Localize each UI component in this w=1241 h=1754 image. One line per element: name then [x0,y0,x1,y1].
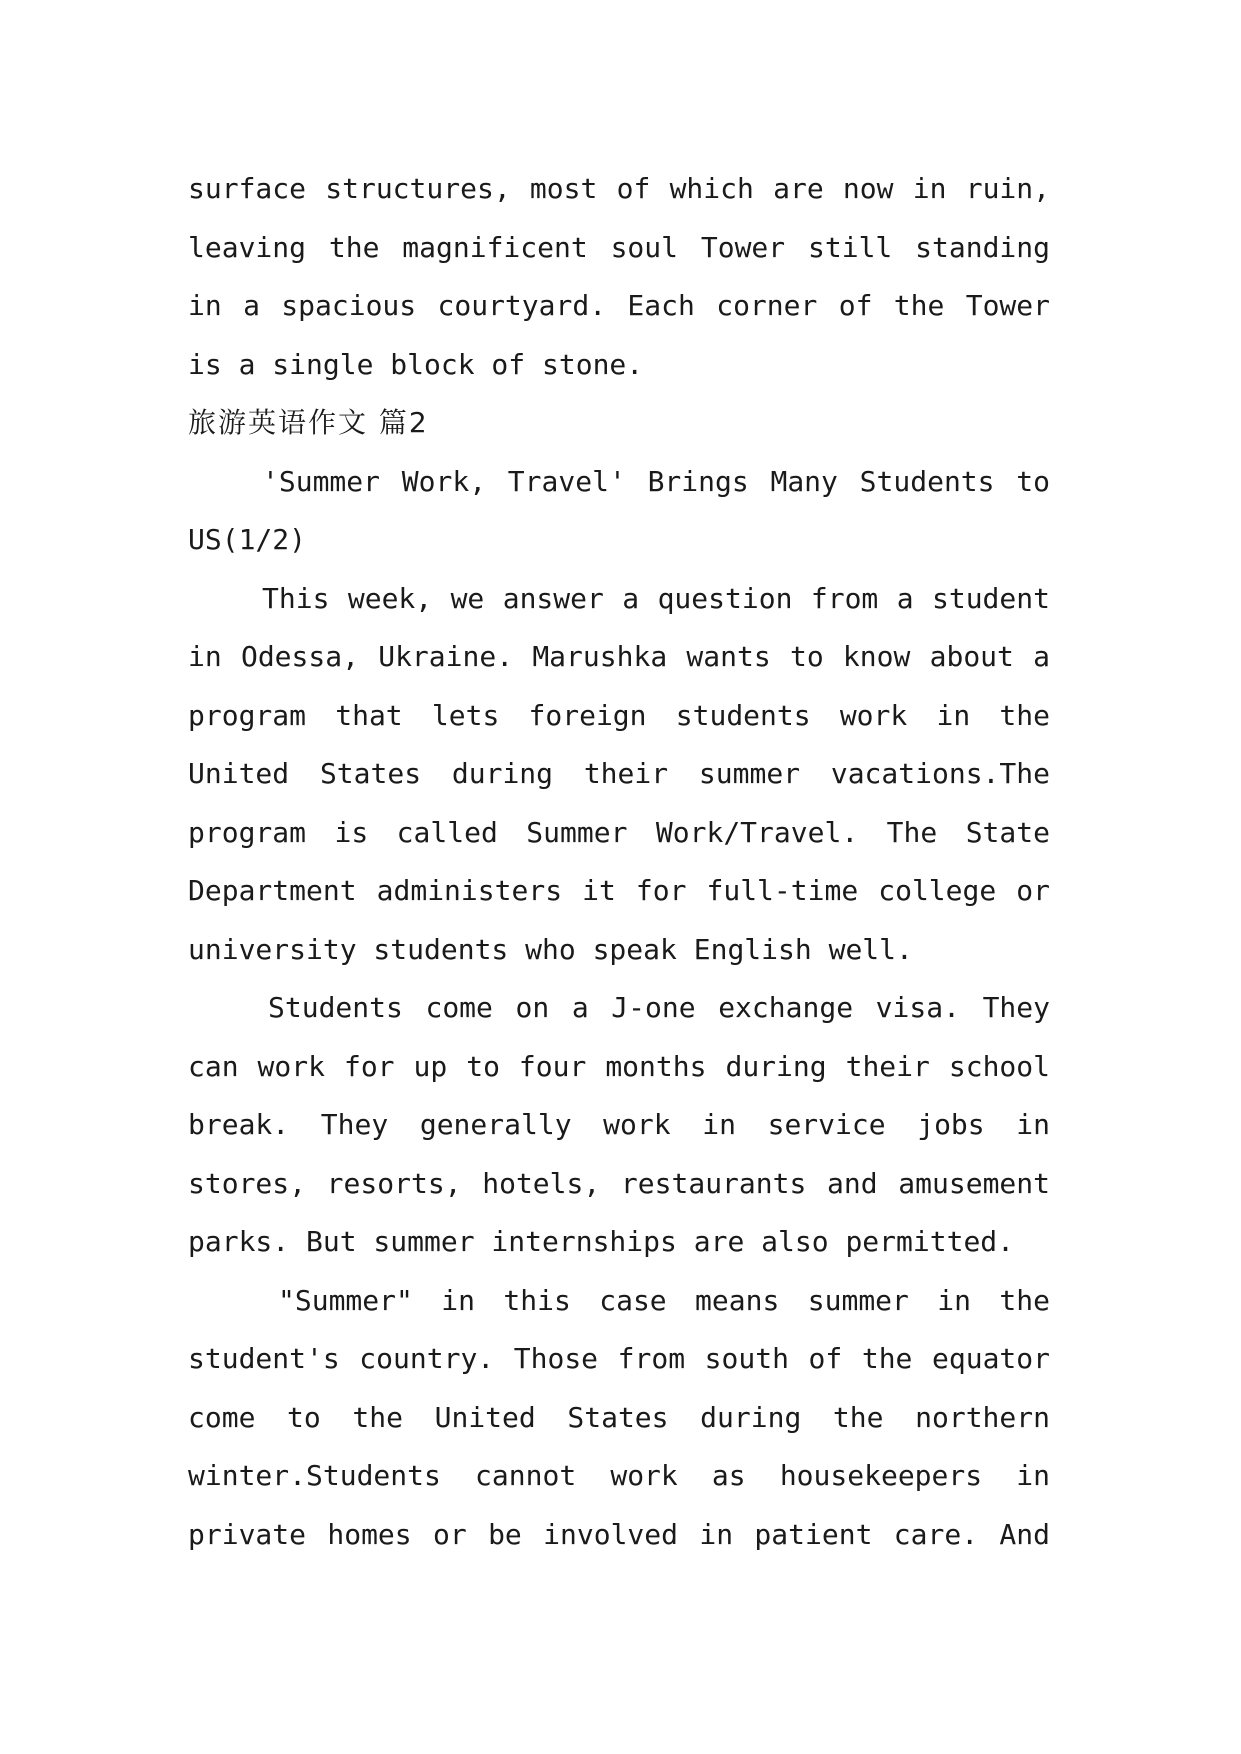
text-line: stores, resorts, hotels, restaurants and amusement [188,1166,1050,1200]
text-line: This week, we answer a question from a student [262,581,1050,615]
text-line: United States during their summer vacations.The [188,757,1050,790]
text-line: US(1/2) [188,523,307,556]
text-line: Students come on a J-one exchange visa. They [268,991,1050,1024]
text-line: program is called Summer Work/Travel. The State [188,815,1050,849]
text-line: "Summer" in this case means summer in the [278,1283,1050,1317]
article-title [188,453,1050,570]
text-line: can work for up to four months during their school [188,1049,1050,1083]
paragraph [188,1272,1050,1565]
text-line: 'Summer Work, Travel' Brings Many Students to [262,464,1050,498]
text-line: is a single block of stone. [188,347,644,381]
paragraph [188,570,1050,980]
text-line: winter.Students cannot work as housekeepers in [188,1459,1050,1492]
document-body [188,160,1050,1564]
text-line: leaving the magnificent soul Tower still standing [188,230,1050,264]
paragraph [188,979,1050,1272]
text-line: parks. But summer internships are also permitted. [188,1225,1015,1258]
text-line: Department administers it for full-time college or [188,874,1050,907]
text-line: private homes or be involved in patient care. And [188,1517,1050,1551]
text-line: surface structures, most of which are now in ruin, [188,172,1050,205]
text-line: student's country. Those from south of the equator [188,1342,1050,1375]
text-line: come to the United States during the northern [188,1400,1050,1434]
text-line: university students who speak English well. [188,932,913,966]
section-heading: 旅游英语作文 篇2 [188,406,429,439]
text-line: in Odessa, Ukraine. Marushka wants to know about a [188,640,1050,673]
text-line: break. They generally work in service jobs in [188,1108,1050,1141]
text-line: in a spacious courtyard. Each corner of the Tower [188,289,1050,322]
text-line: program that lets foreign students work in the [188,698,1050,732]
paragraph-continuation [188,160,1050,394]
